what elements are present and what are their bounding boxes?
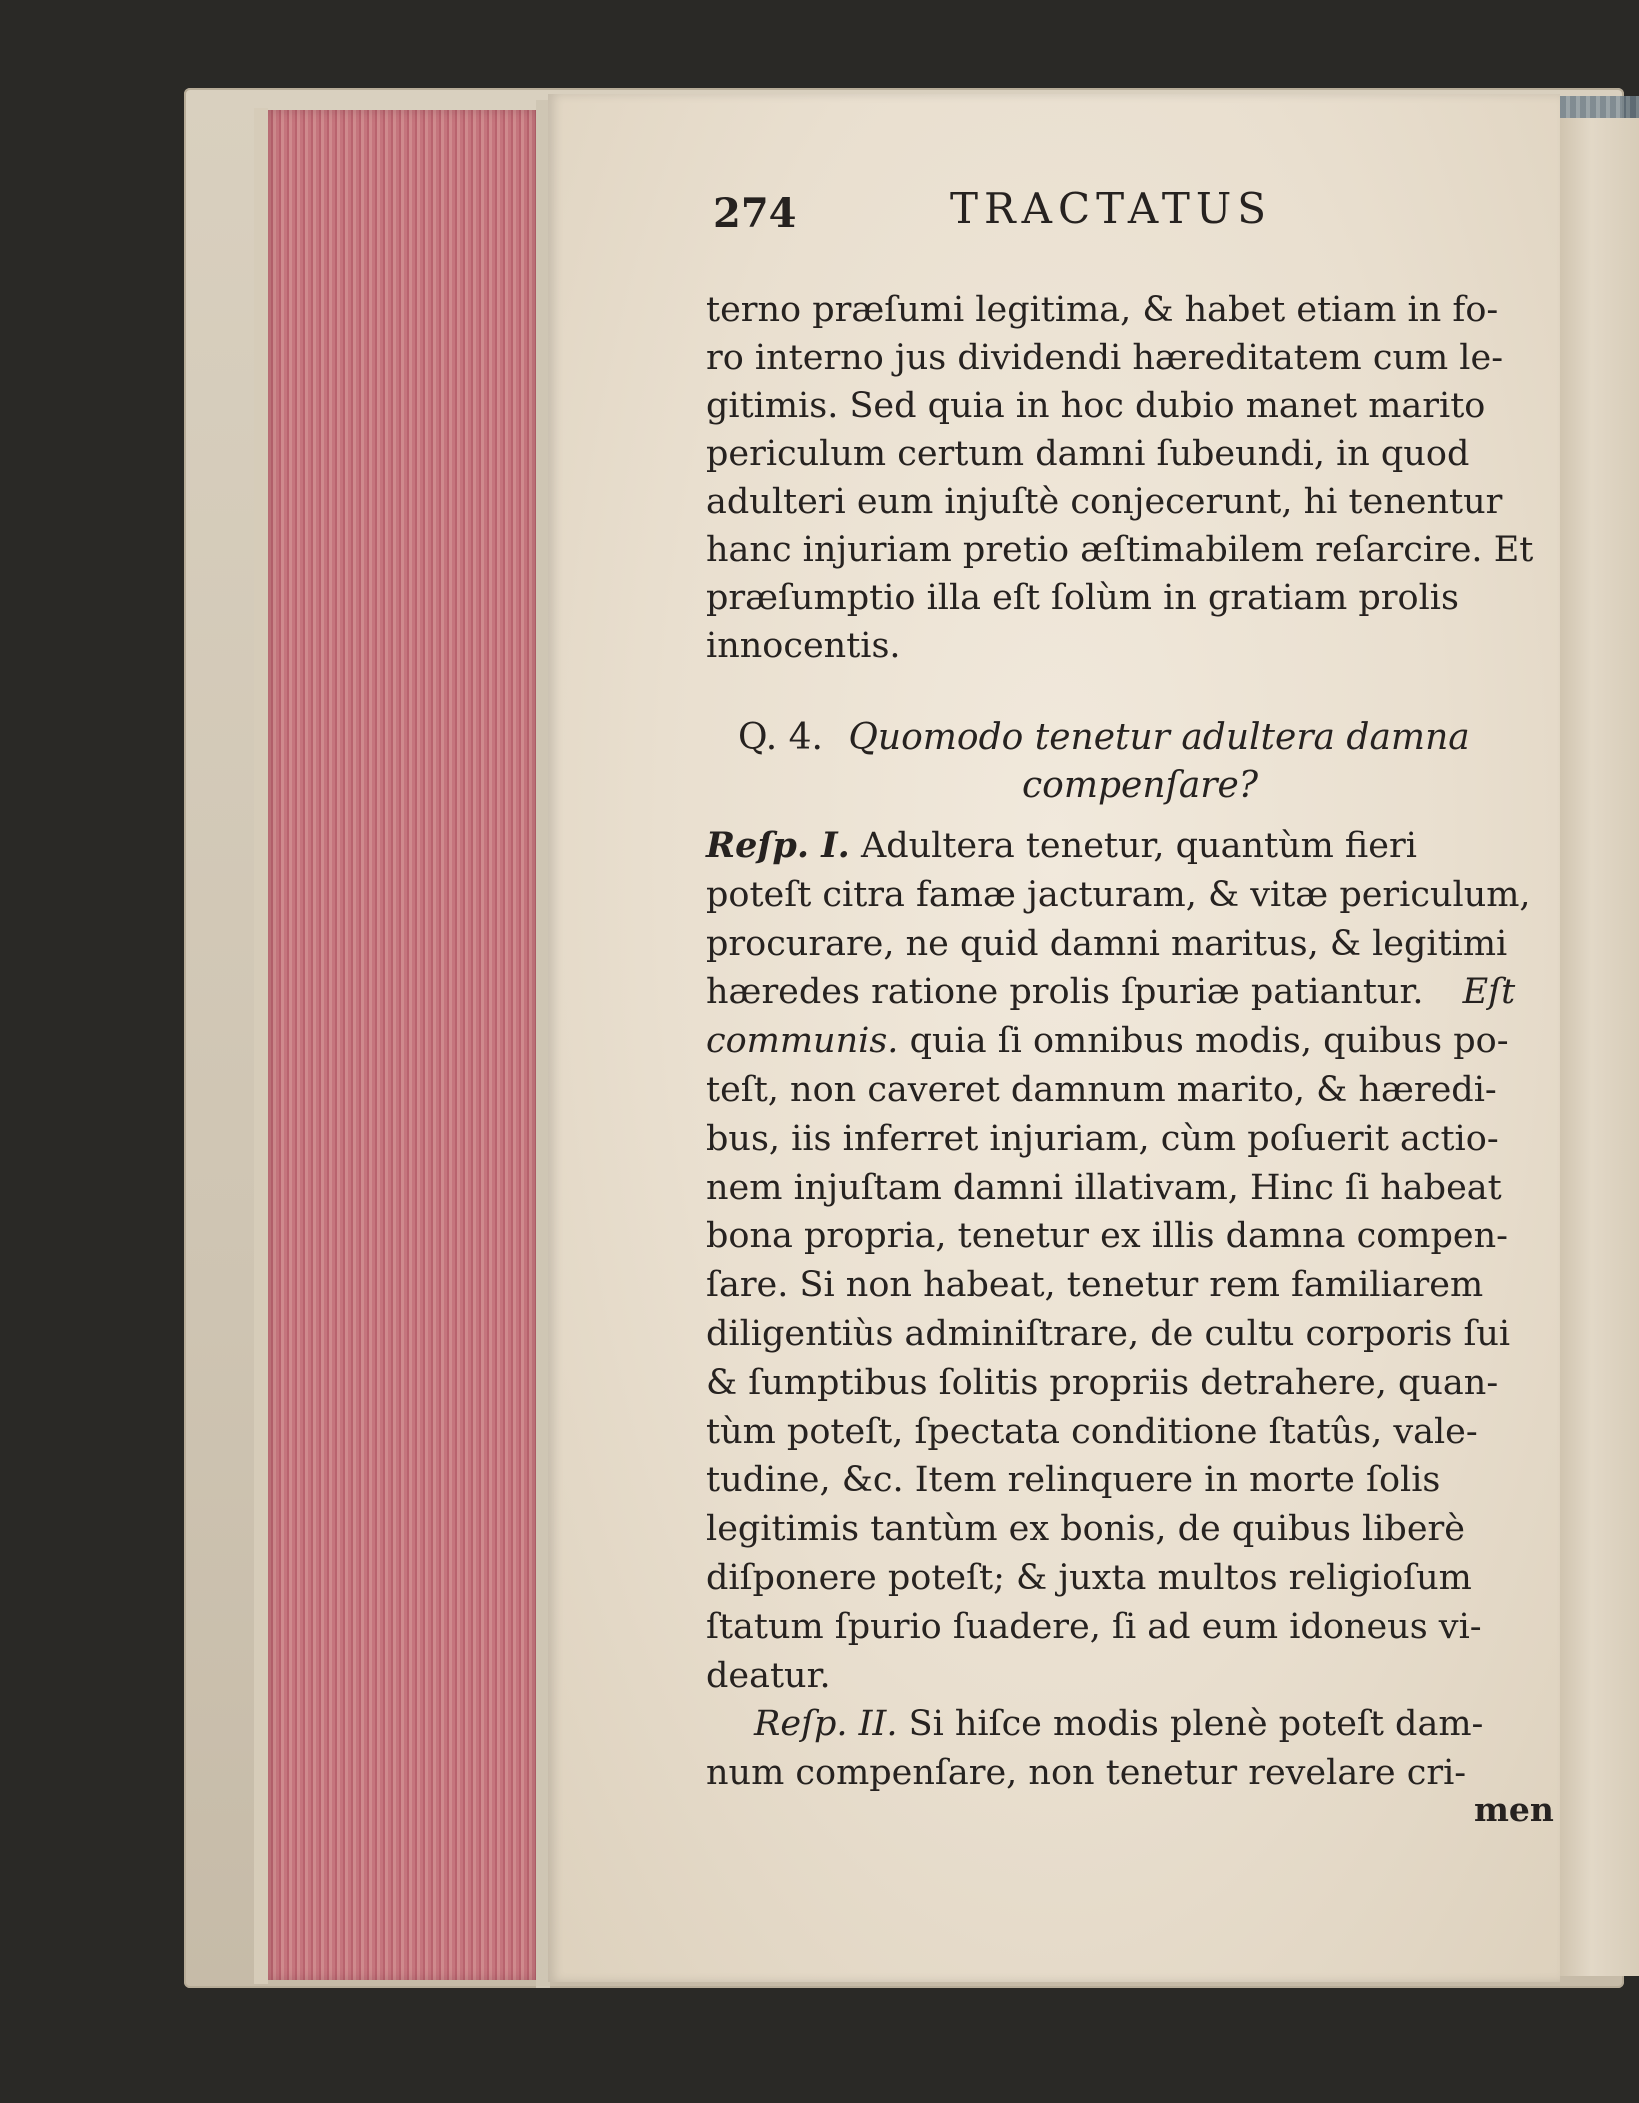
text-line: diſponere poteſt; & juxta multos religioſum [706,1557,1472,1598]
text-line: terno præſumi legitima, & habet etiam in fo- [706,290,1499,330]
question-label: Q. 4. [738,717,823,758]
red-page-edges [268,110,536,1980]
text-line: gitimis. Sed quia in hoc dubio manet marito [706,386,1486,426]
text-line: periculum certum damni ſubeundi, in quod [706,434,1470,474]
question-text-line2: compenſare? [1022,765,1259,806]
text-line: teſt, non caveret damnum marito, & hæredi- [706,1069,1497,1110]
question-text: Quomodo tenetur adultera damna [848,717,1470,758]
text-line: ro interno jus dividendi hæreditatem cum le- [706,338,1504,378]
catchword: men [1474,1790,1554,1829]
text-line: tùm poteſt, ſpectata conditione ſtatûs, vale- [706,1411,1478,1452]
text-line: procurare, ne quid damni maritus, & legitimi [706,923,1508,964]
text-line: præſumptio illa eſt ſolùm in gratiam prolis [706,578,1459,618]
text-line: legitimis tantùm ex bonis, de quibus liberè [706,1509,1465,1550]
text-line: Reſp. I. Adultera tenetur, quantùm fieri [706,825,1417,866]
resp2-label: Reſp. II. [754,1704,898,1745]
response-block [706,822,1531,1798]
text-line: & ſumptibus ſolitis propriis detrahere, quan- [706,1362,1499,1403]
text-line: nem injuſtam damni illativam, Hinc ſi habeat [706,1167,1502,1208]
text-line: tudine, &c. Item relinquere in morte ſolis [706,1460,1441,1501]
text-line: Reſp. II. Si hiſce modis plenè poteſt dam- [754,1704,1484,1745]
text-line: poteſt citra famæ jacturam, & vitæ periculum, [706,874,1531,915]
text-line: communis. quia ſi omnibus modis, quibus po- [706,1021,1509,1062]
text-line: ſare. Si non habeat, tenetur rem familiarem [706,1265,1484,1306]
text-line: adulteri eum injuſtè conjecerunt, hi tenentur [706,482,1503,522]
text-line: bus, iis inferret injuriam, cùm poſuerit actio- [706,1118,1499,1159]
text-line: diligentiùs adminiſtrare, de cultu corporis ſui [706,1313,1511,1354]
text-line: hæredes ratione prolis ſpuriæ patiantur. Eſt [706,972,1516,1013]
communis-word: communis. [706,1021,899,1062]
est-word: Eſt [1462,972,1516,1013]
resp1-label: Reſp. I. [706,825,850,866]
text-line: hanc injuriam pretio æſtimabilem reſarcire. Et [706,530,1534,570]
text-line: bona propria, tenetur ex illis damna compen- [706,1216,1508,1257]
cover-edge [254,108,268,1984]
running-head: TRACTATUS [950,184,1273,233]
text-line: ſtatum ſpurio ſuadere, ſi ad eum idoneus vi- [706,1606,1482,1647]
text-line: innocentis. [706,626,901,666]
next-leaf [1556,118,1639,1976]
paragraph-1 [706,286,1533,670]
text-line: num compenſare, non tenetur revelare cri- [706,1753,1467,1794]
page-number: 274 [713,190,797,237]
question-heading [738,714,1470,762]
text-line: deatur. [706,1655,831,1696]
